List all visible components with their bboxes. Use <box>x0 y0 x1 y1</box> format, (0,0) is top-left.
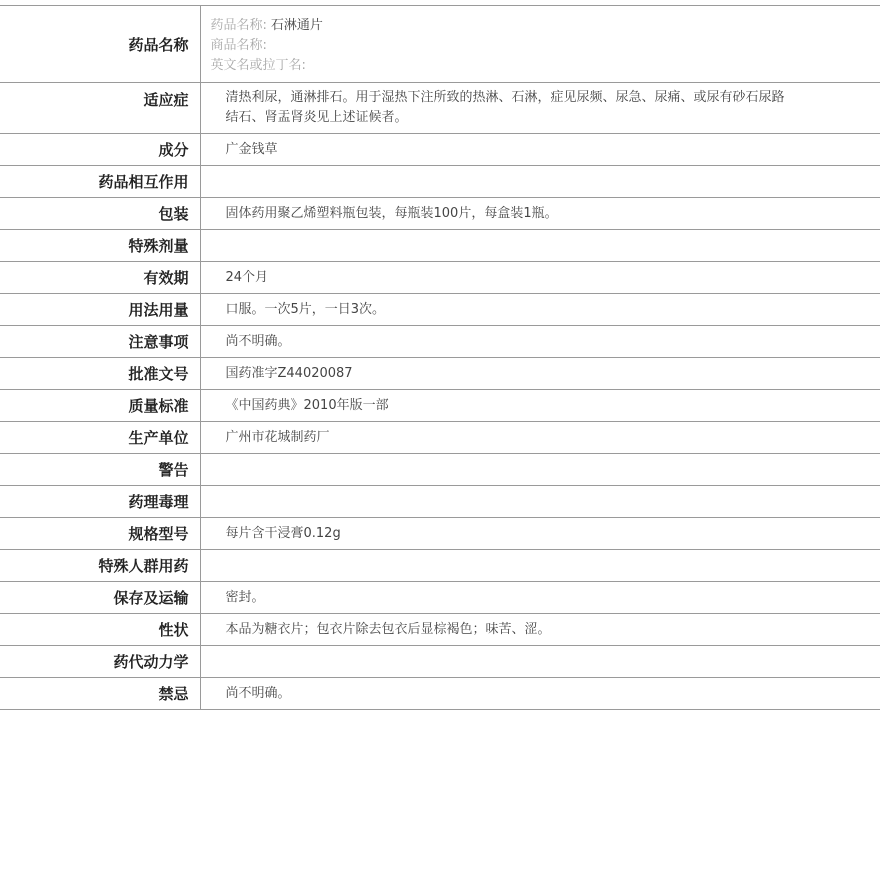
field-label: 包装 <box>0 198 200 230</box>
generic-name-key: 药品名称: <box>210 18 267 33</box>
field-label: 特殊剂量 <box>0 230 200 262</box>
field-label: 警告 <box>0 454 200 486</box>
field-label: 注意事项 <box>0 326 200 358</box>
field-label: 质量标准 <box>0 390 200 422</box>
indication-value: 清热利尿，通淋排石。用于湿热下注所致的热淋、石淋，症见尿频、尿急、尿痛、或尿有砂石尿路结石、肾盂肾炎见上述证候者。 <box>225 90 785 125</box>
field-value: 每片含干浸膏0.12g <box>225 525 341 541</box>
field-label: 保存及运输 <box>0 582 200 614</box>
info-row-pharmacokinetics <box>0 646 880 678</box>
field-value <box>200 486 880 518</box>
field-label: 生产单位 <box>0 422 200 454</box>
info-rows <box>0 134 880 710</box>
indication-row <box>0 83 880 134</box>
trade-name-key: 商品名称: <box>210 38 267 53</box>
info-row-toxicology <box>0 486 880 518</box>
field-label: 药品相互作用 <box>0 166 200 198</box>
info-row-ingredients <box>0 134 880 166</box>
field-label: 用法用量 <box>0 294 200 326</box>
field-label: 药代动力学 <box>0 646 200 678</box>
info-row-shelf-life <box>0 262 880 294</box>
drug-name-label: 药品名称 <box>0 6 200 83</box>
field-label: 特殊人群用药 <box>0 550 200 582</box>
info-row-special-dosage <box>0 230 880 262</box>
info-row-special-population <box>0 550 880 582</box>
field-value <box>200 646 880 678</box>
info-row-precautions <box>0 326 880 358</box>
field-label: 性状 <box>0 614 200 646</box>
english-name-key: 英文名或拉丁名: <box>210 58 306 73</box>
info-row-warning <box>0 454 880 486</box>
info-row-interactions <box>0 166 880 198</box>
drug-info-table <box>0 5 880 710</box>
field-value: 《中国药典》2010年版一部 <box>225 397 389 413</box>
field-value: 尚不明确。 <box>225 685 291 701</box>
field-label: 药理毒理 <box>0 486 200 518</box>
field-value <box>200 454 880 486</box>
indication-label: 适应症 <box>0 83 200 134</box>
field-value: 口服。一次5片，一日3次。 <box>225 301 386 317</box>
drug-name-row <box>0 6 880 83</box>
field-value: 广金钱草 <box>225 141 278 157</box>
field-value: 固体药用聚乙烯塑料瓶包装，每瓶装100片，每盒装1瓶。 <box>225 205 558 221</box>
field-value: 尚不明确。 <box>225 333 291 349</box>
field-label: 批准文号 <box>0 358 200 390</box>
info-row-description <box>0 614 880 646</box>
field-value <box>200 230 880 262</box>
field-value: 本品为糖衣片；包衣片除去包衣后显棕褐色；味苦、涩。 <box>225 621 551 637</box>
generic-name-value: 石淋通片 <box>270 18 323 33</box>
field-label: 成分 <box>0 134 200 166</box>
field-value: 国药准字Z44020087 <box>225 365 353 381</box>
info-row-packaging <box>0 198 880 230</box>
field-label: 禁忌 <box>0 678 200 710</box>
field-label: 规格型号 <box>0 518 200 550</box>
field-value: 24个月 <box>225 269 269 285</box>
field-value <box>200 166 880 198</box>
field-value <box>200 550 880 582</box>
info-row-contraindications <box>0 678 880 710</box>
info-row-manufacturer <box>0 422 880 454</box>
info-row-quality-standard <box>0 390 880 422</box>
info-row-storage <box>0 582 880 614</box>
field-label: 有效期 <box>0 262 200 294</box>
trade-name-line <box>211 36 880 56</box>
english-name-line <box>211 56 880 76</box>
info-row-usage <box>0 294 880 326</box>
info-row-approval-no <box>0 358 880 390</box>
drug-name-values <box>200 6 880 83</box>
generic-name-line <box>211 16 880 36</box>
info-row-specification <box>0 518 880 550</box>
field-value: 密封。 <box>225 589 265 605</box>
field-value: 广州市花城制药厂 <box>225 429 330 445</box>
